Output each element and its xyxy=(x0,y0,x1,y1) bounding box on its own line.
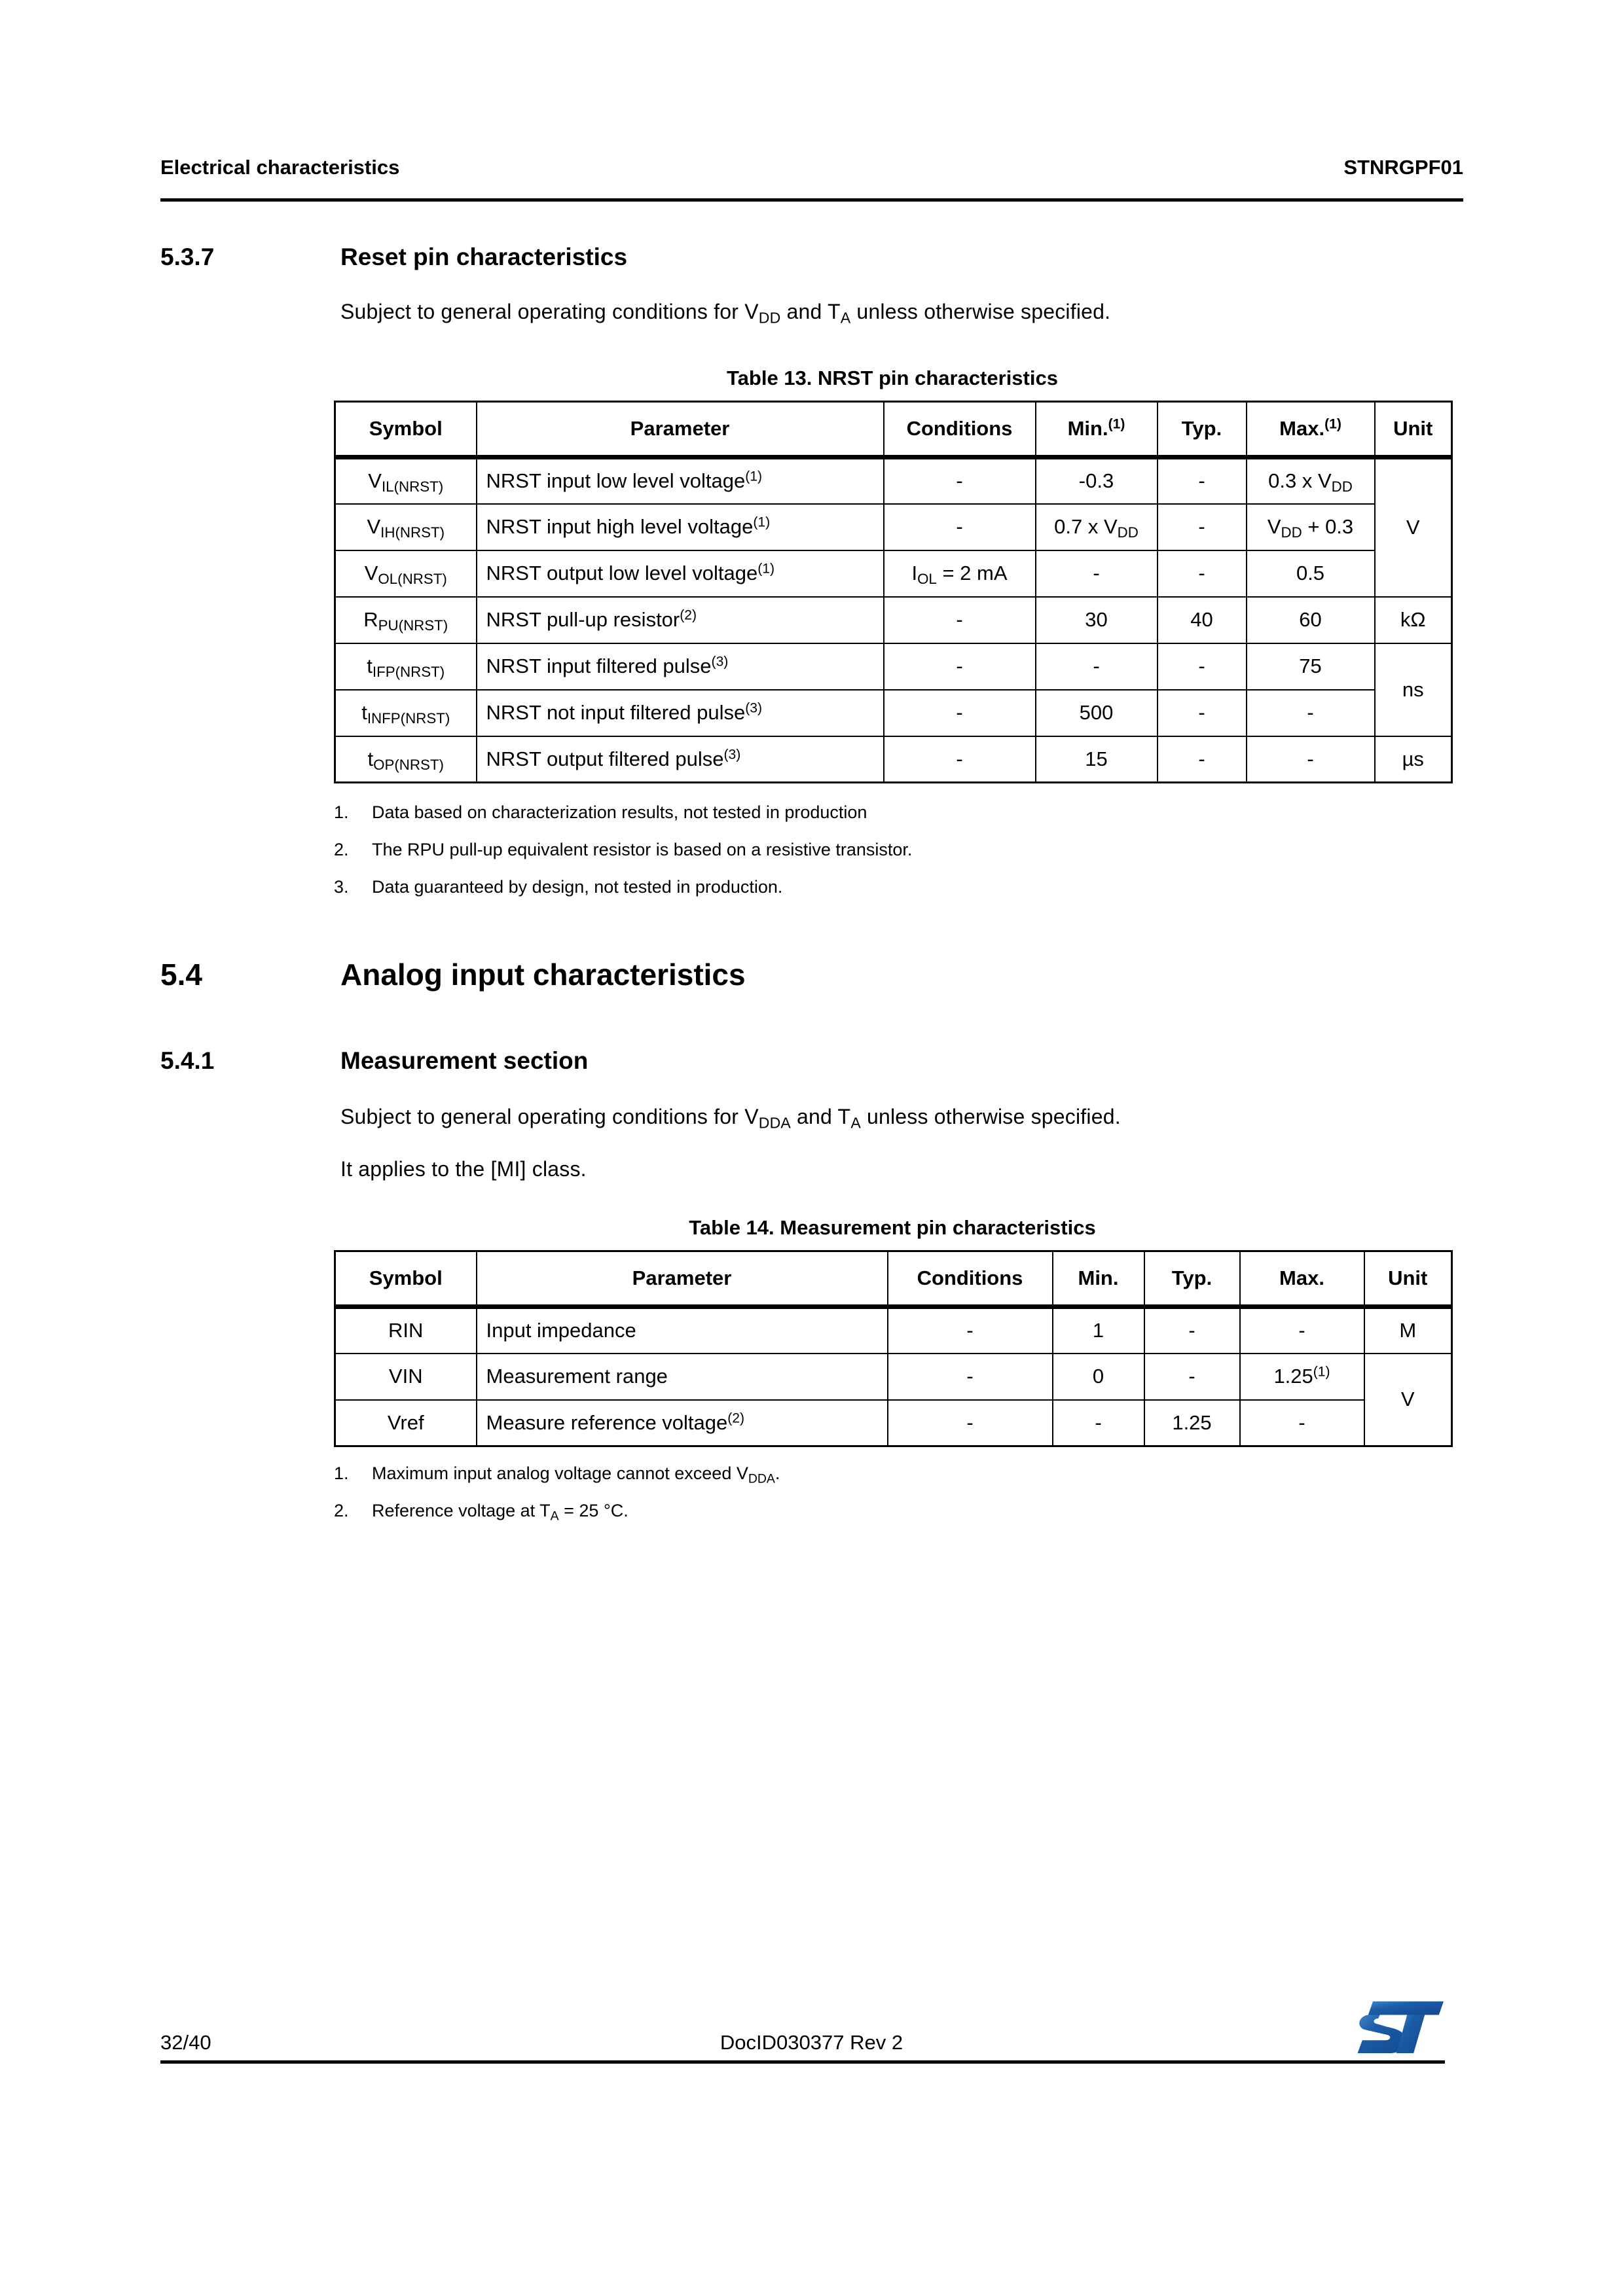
parameter-cell: NRST not input filtered pulse$^{(3)}$ xyxy=(477,690,884,736)
max-cell: 1.25$^{(1)}$ xyxy=(1240,1354,1364,1400)
header-rule xyxy=(160,198,1463,202)
footer-page-number: 32/40 xyxy=(160,2031,211,2054)
table-13-block xyxy=(334,367,1451,783)
table-row xyxy=(335,1307,1452,1354)
typ-cell: - xyxy=(1158,504,1247,550)
section-title: Measurement section xyxy=(340,1047,589,1074)
unit-cell: ns xyxy=(1375,643,1452,736)
min-cell: 0 xyxy=(1053,1354,1144,1400)
parameter-cell: NRST output low level voltage$^{(1)}$ xyxy=(477,550,884,597)
min-cell: 15 xyxy=(1036,736,1158,783)
table-14-block xyxy=(334,1216,1451,1447)
footnote-text: Data based on characterization results, not tested in production xyxy=(372,802,867,822)
table-row xyxy=(335,736,1452,783)
parameter-cell: NRST pull-up resistor$^{(2)}$ xyxy=(477,597,884,643)
unit-cell: kΩ xyxy=(1375,597,1452,643)
table-13-title: Table 13. NRST pin characteristics xyxy=(727,367,1058,389)
min-cell: - xyxy=(1036,643,1158,690)
symbol-cell: $t_{IFP(NRST)}$ xyxy=(335,643,477,690)
symbol-cell: Vref xyxy=(335,1400,477,1446)
table-header-row xyxy=(335,1251,1452,1307)
table-header-row xyxy=(335,402,1452,457)
section-title: Analog input characteristics xyxy=(340,958,746,992)
footnote-number: 3. xyxy=(334,877,349,897)
table-14-title: Table 14. Measurement pin characteristics xyxy=(689,1216,1096,1239)
parameter-cell: Measure reference voltage$^{(2)}$ xyxy=(477,1400,888,1446)
footnote xyxy=(334,802,1486,823)
footer-rule xyxy=(160,2060,1445,2064)
footnote-number: 2. xyxy=(334,1501,349,1520)
max-cell: - xyxy=(1240,1400,1364,1446)
footnote-number: 1. xyxy=(334,1463,349,1483)
min-cell: - xyxy=(1053,1400,1144,1446)
symbol-cell: RIN xyxy=(335,1307,477,1354)
footnote-text: Data guaranteed by design, not tested in production. xyxy=(372,877,783,897)
min-cell: 1 xyxy=(1053,1307,1144,1354)
section-number: 5.4 xyxy=(160,958,202,992)
conditions-cell: - xyxy=(884,643,1036,690)
symbol-cell: $V_{OL(NRST)}$ xyxy=(335,550,477,597)
max-cell: 0.3 x $V_{DD}$ xyxy=(1247,457,1375,504)
parameter-cell: NRST input low level voltage$^{(1)}$ xyxy=(477,457,884,504)
table-row xyxy=(335,597,1452,643)
footnote-text: Reference voltage at $T_A = 25$ °C. xyxy=(372,1501,629,1524)
table-row xyxy=(335,1354,1452,1400)
parameter-cell: Input impedance xyxy=(477,1307,888,1354)
conditions-cell: - xyxy=(884,597,1036,643)
conditions-cell: - xyxy=(888,1354,1053,1400)
min-cell: 0.7 x $V_{DD}$ xyxy=(1036,504,1158,550)
conditions-cell: - xyxy=(884,504,1036,550)
header-section-title: Electrical characteristics xyxy=(160,156,400,179)
column-header: Max. xyxy=(1240,1251,1364,1307)
symbol-cell: $V_{IL(NRST)}$ xyxy=(335,457,477,504)
max-cell: - xyxy=(1247,736,1375,783)
header-part-number: STNRGPF01 xyxy=(1343,156,1463,179)
section-5-3-7-intro: Subject to general operating conditions for $V_{DD}$ and $T_A$ unless otherwise specified. xyxy=(340,300,1111,327)
column-header: Parameter xyxy=(477,1251,888,1307)
table-row xyxy=(335,1400,1452,1446)
footnote xyxy=(334,840,1486,860)
column-header: Typ. xyxy=(1158,402,1247,457)
typ-cell: 40 xyxy=(1158,597,1247,643)
column-header: Unit xyxy=(1364,1251,1452,1307)
column-header: Conditions xyxy=(888,1251,1053,1307)
unit-cell: µs xyxy=(1375,736,1452,783)
symbol-cell: $R_{PU(NRST)}$ xyxy=(335,597,477,643)
min-cell: 500 xyxy=(1036,690,1158,736)
parameter-cell: Measurement range xyxy=(477,1354,888,1400)
footnote xyxy=(334,1501,1486,1524)
column-header: Typ. xyxy=(1144,1251,1240,1307)
footnote-number: 1. xyxy=(334,802,349,822)
footnote xyxy=(334,1463,1486,1484)
table-13-footnotes xyxy=(334,802,1486,914)
section-title: Reset pin characteristics xyxy=(340,243,628,270)
measurement-pin-characteristics-table xyxy=(334,1250,1453,1447)
typ-cell: - xyxy=(1158,736,1247,783)
max-cell: 75 xyxy=(1247,643,1375,690)
max-cell: 0.5 xyxy=(1247,550,1375,597)
st-logo-icon xyxy=(1355,1998,1444,2056)
typ-cell: - xyxy=(1144,1307,1240,1354)
conditions-cell: - xyxy=(884,457,1036,504)
unit-cell: M xyxy=(1364,1307,1452,1354)
typ-cell: - xyxy=(1158,690,1247,736)
symbol-cell: $t_{OP(NRST)}$ xyxy=(335,736,477,783)
max-cell: - xyxy=(1240,1307,1364,1354)
column-header: Symbol xyxy=(335,402,477,457)
column-header: Min.$^{(1)}$ xyxy=(1036,402,1158,457)
table-row xyxy=(335,690,1452,736)
unit-cell: V xyxy=(1364,1354,1452,1446)
footnote-text: Maximum input analog voltage cannot exceed $V_{DDA}$. xyxy=(372,1463,780,1486)
conditions-cell: - xyxy=(888,1307,1053,1354)
parameter-cell: NRST output filtered pulse$^{(3)}$ xyxy=(477,736,884,783)
max-cell: 60 xyxy=(1247,597,1375,643)
nrst-pin-characteristics-table xyxy=(334,401,1453,783)
footnote xyxy=(334,877,1486,897)
typ-cell: 1.25 xyxy=(1144,1400,1240,1446)
section-5-4-1-intro: Subject to general operating conditions for $V_{DDA}$ and $T_A$ unless otherwise specified. xyxy=(340,1105,1121,1132)
column-header: Min. xyxy=(1053,1251,1144,1307)
min-cell: 30 xyxy=(1036,597,1158,643)
typ-cell: - xyxy=(1158,550,1247,597)
section-5-4-1-intro2: It applies to the [MI] class. xyxy=(340,1157,587,1181)
column-header: Symbol xyxy=(335,1251,477,1307)
typ-cell: - xyxy=(1158,457,1247,504)
column-header: Parameter xyxy=(477,402,884,457)
max-cell: $V_{DD} + 0.3$ xyxy=(1247,504,1375,550)
conditions-cell: - xyxy=(884,690,1036,736)
max-cell: - xyxy=(1247,690,1375,736)
footnote-number: 2. xyxy=(334,840,349,859)
column-header: Max.$^{(1)}$ xyxy=(1247,402,1375,457)
section-number: 5.4.1 xyxy=(160,1047,215,1074)
footer-doc-id: DocID030377 Rev 2 xyxy=(720,2031,903,2054)
typ-cell: - xyxy=(1158,643,1247,690)
symbol-cell: $t_{INFP(NRST)}$ xyxy=(335,690,477,736)
unit-cell: V xyxy=(1375,457,1452,597)
table-row xyxy=(335,643,1452,690)
table-row xyxy=(335,504,1452,550)
footnote-text: The RPU pull-up equivalent resistor is based on a resistive transistor. xyxy=(372,840,913,859)
parameter-cell: NRST input filtered pulse$^{(3)}$ xyxy=(477,643,884,690)
column-header: Unit xyxy=(1375,402,1452,457)
min-cell: - xyxy=(1036,550,1158,597)
conditions-cell: - xyxy=(884,736,1036,783)
table-row xyxy=(335,550,1452,597)
table-14-footnotes xyxy=(334,1463,1486,1538)
conditions-cell: $I_{OL} = 2$ mA xyxy=(884,550,1036,597)
min-cell: -0.3 xyxy=(1036,457,1158,504)
symbol-cell: VIN xyxy=(335,1354,477,1400)
section-number: 5.3.7 xyxy=(160,243,215,270)
typ-cell: - xyxy=(1144,1354,1240,1400)
conditions-cell: - xyxy=(888,1400,1053,1446)
parameter-cell: NRST input high level voltage$^{(1)}$ xyxy=(477,504,884,550)
symbol-cell: $V_{IH(NRST)}$ xyxy=(335,504,477,550)
column-header: Conditions xyxy=(884,402,1036,457)
table-row xyxy=(335,457,1452,504)
